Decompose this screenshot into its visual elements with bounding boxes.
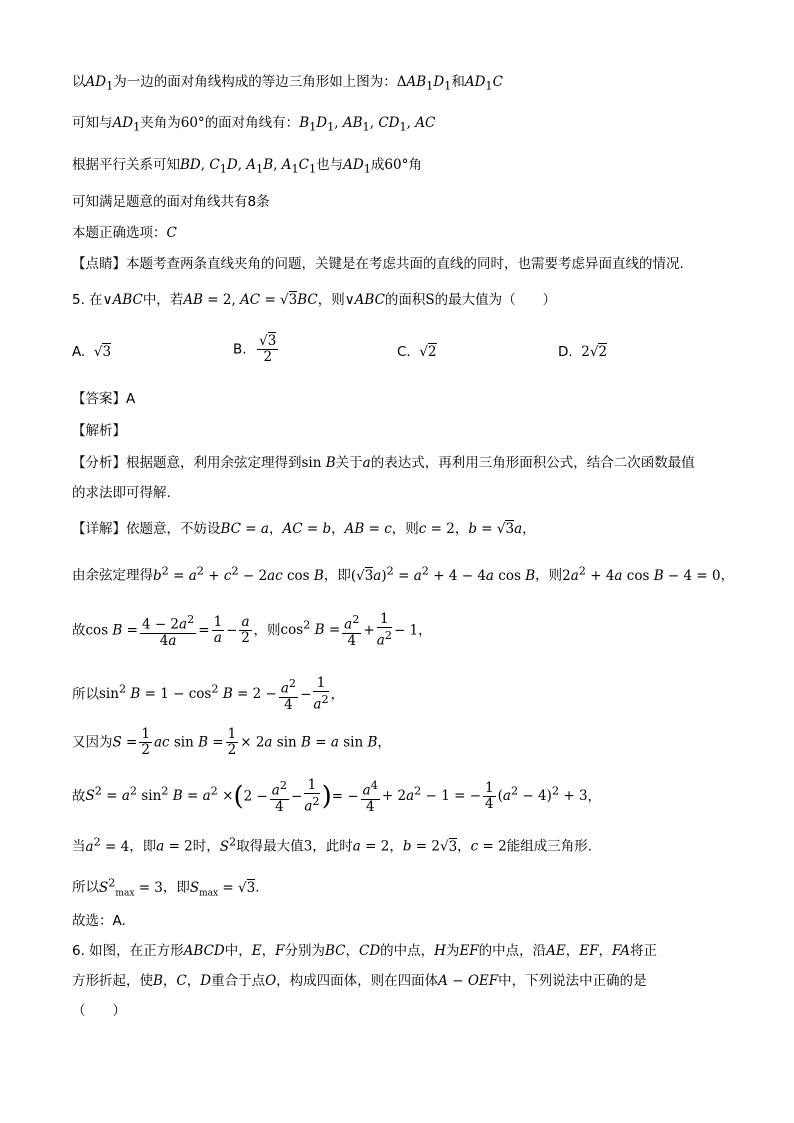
equation-5: 故$S^2 = a^2$ $\sin^2 B = a^2 \times(2$ − $\frac{a^2}{4}$ − $\frac{1}{a^2}$ )= − $\frac{a^4}{4}$ + $2a^2 - 1$ = − $\frac{1}{4}$ $(a^2 - 4)^2 + 3$， [72, 777, 602, 815]
equation-6: 当$a^2 = 4$，即a = 2时，$S^2$取得最大值3，此时a = 2，b = 2√3，c = 2能组成三角形. [72, 835, 593, 855]
answer-label: 【答案】A [72, 391, 136, 407]
option-a[interactable]: A. √3 [72, 344, 112, 360]
xiangjie-line: 【详解】依题意，不妨设BC = a，AC = b，AB = c，则c = 2，b = √3a， [72, 521, 536, 537]
fenxi-line-2: 的求法即可得解. [72, 485, 171, 501]
line-6-dianjing: 【点睛】本题考查两条直线夹角的问题，关键是在考虑共面的直线的同时，也需要考虑异面直线的情况. [72, 256, 684, 272]
question-5: 5. 在∨ABC中，若AB = 2, AC = √3BC，则∨ABC的面积S的最大值为（ ） [72, 292, 557, 308]
equation-7: 所以$S^2_{max} = 3$，即$S_{max} = √3$. [72, 876, 260, 899]
equation-4: 又因为S = $\frac{1}{2}$ ac sin B = $\frac{1}{2}$ × 2a sin B = a sin B， [72, 726, 391, 758]
equation-1: 由余弦定理得$b^2 = a^2 + c^2 - 2ac$ cos B，即$(√3a)^2 = a^2 + 4 - 4a$ cos B，则$2a^2 + 4a$ cos B − 4 = 0， [72, 564, 735, 584]
jiexi-label: 【解析】 [72, 423, 126, 439]
question-6-line-2: 方形折起，使B，C，D重合于点O，构成四面体，则在四面体A − OEF中，下列说法中正确的是 [72, 973, 647, 989]
question-6-line-3: （ ） [72, 1003, 126, 1019]
equation-2: 故cos B = $\frac{4 - 2a^2}{4a}$ = $\frac{1}{a}$ − $\frac{a}{2}$ ，则$\cos^2 B$ = $\frac{a^2}{4}$ + $\frac{1}{a^2}$ − 1， [72, 611, 432, 649]
guxuan-line: 故选：A. [72, 913, 126, 929]
line-4: 可知满足题意的面对角线共有8条 [72, 194, 270, 210]
question-6-line-1: 6. 如图，在正方形ABCD中，E，F分别为BC，CD的中点，H为EF的中点，沿AE，EF，FA将正 [72, 943, 657, 959]
option-b[interactable]: B. $\frac{√3}{2}$ [233, 333, 277, 365]
equation-3: 所以$\sin^2 B = 1 - \cos^2 B = 2$ − $\frac{a^2}{4}$ − $\frac{1}{a^2}$ ， [72, 675, 345, 713]
fenxi-line-1: 【分析】根据题意，利用余弦定理得到sin B关于a的表达式，再利用三角形面积公式，结合二次函数最值 [72, 455, 695, 471]
line-3: 根据平行关系可知BD, $C_1D$, $A_1B$, $A_1C_1$也与$AD_1$成60°角 [72, 157, 422, 176]
line-2: 可知与$AD_1$夹角为60°的面对角线有：$B_1D_1$, $AB_1$, $CD_1$, AC [72, 115, 436, 134]
option-c[interactable]: C. √2 [397, 344, 437, 360]
line-5: 本题正确选项：C [72, 225, 177, 241]
line-1: 以$AD_1$为一边的面对角线构成的等边三角形如上图为：$\Delta AB_1D_1$和$AD_1C$ [72, 74, 503, 93]
option-d[interactable]: D. 2√2 [558, 344, 608, 360]
